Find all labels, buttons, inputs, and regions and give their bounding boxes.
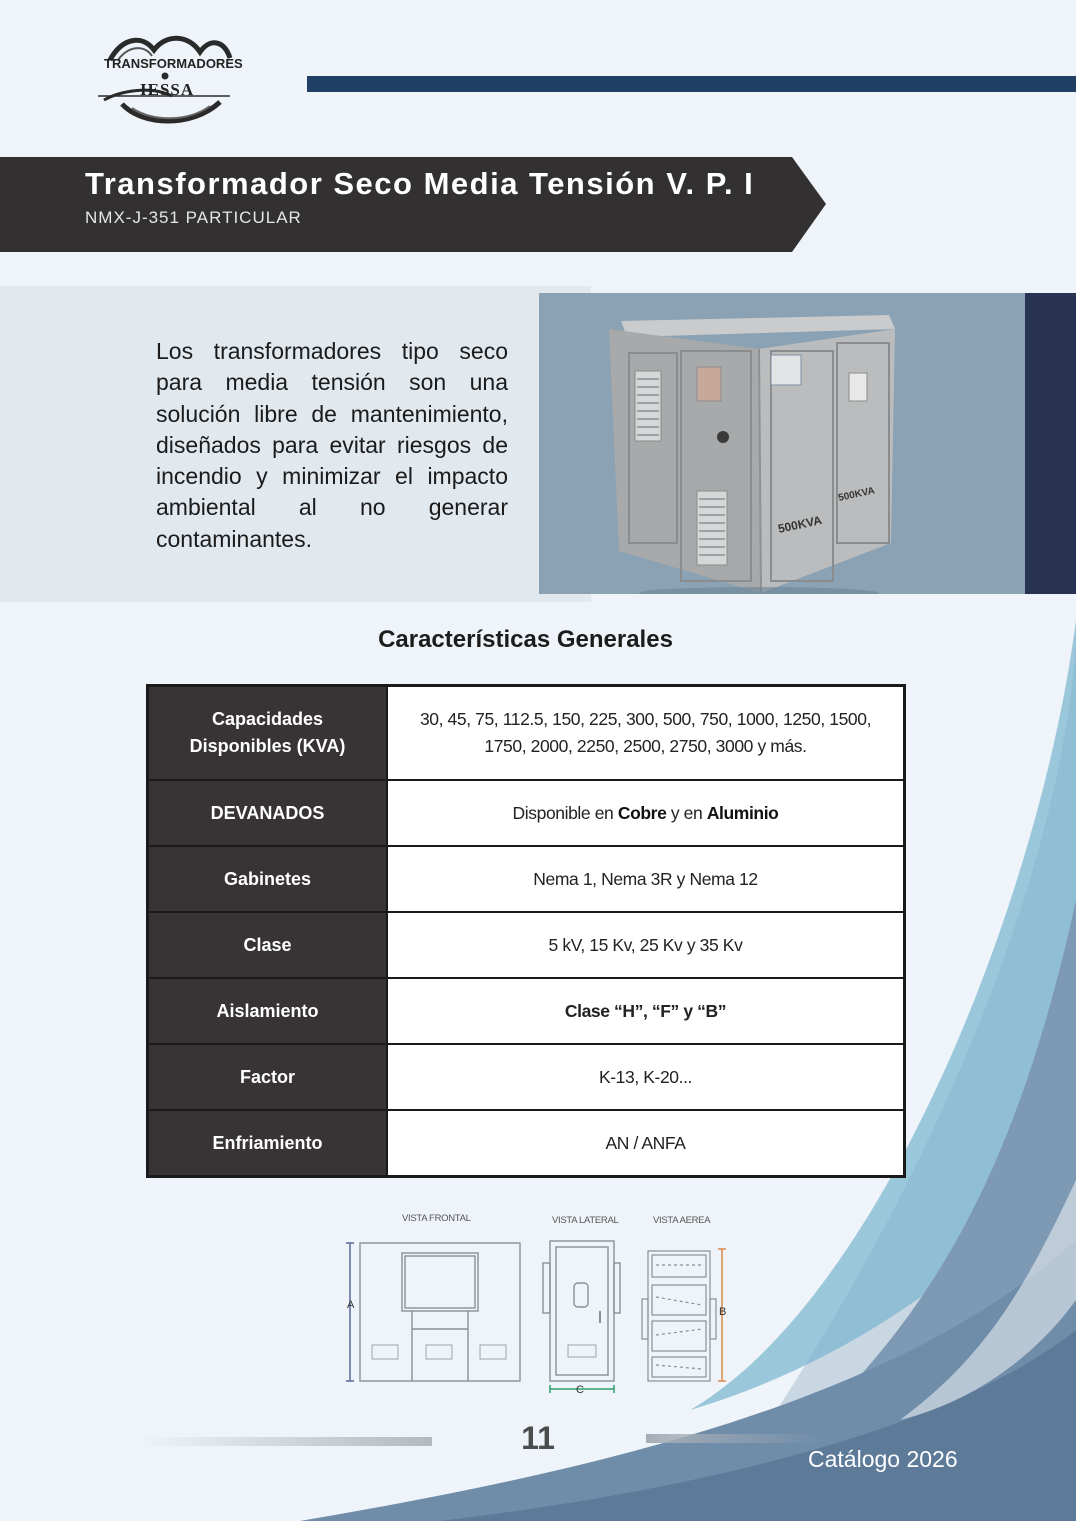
- spec-value: AN / ANFA: [387, 1110, 905, 1177]
- dimension-b-label: B: [719, 1306, 727, 1318]
- section-title: Características Generales: [378, 626, 673, 653]
- table-row: [148, 1044, 905, 1110]
- spec-value: [387, 780, 905, 846]
- table-row: [148, 912, 905, 978]
- page-subtitle: NMX-J-351 PARTICULAR: [85, 208, 302, 227]
- photo-side-bar: [1025, 293, 1076, 594]
- spec-label: Clase: [148, 912, 388, 978]
- spec-table: [146, 684, 906, 1178]
- table-row: [148, 978, 905, 1044]
- spec-value-aluminum: Aluminio: [706, 802, 779, 823]
- dimension-c-label: C: [576, 1384, 584, 1396]
- page-title: Transformador Seco Media Tensión V. P. I: [85, 166, 755, 201]
- technical-drawings: [340, 1205, 740, 1400]
- catalog-label: Catálogo 2026: [808, 1446, 958, 1472]
- cabinet-marking-front: 500KVA: [776, 512, 824, 536]
- top-view-label: VISTA AEREA: [653, 1215, 711, 1226]
- intro-paragraph: Los transformadores tipo seco para media tensión son una solución libre de mantenimiento, diseñados para evitar riesgos de incendio y minimizar el impacto ambiental al no generar contaminantes.: [156, 338, 508, 552]
- header-accent-bar: [307, 76, 1076, 92]
- table-row: [148, 780, 905, 846]
- table-row: [148, 686, 905, 781]
- footer-divider-right: [646, 1434, 826, 1443]
- cabinet-marking-side: 500KVA: [837, 485, 876, 504]
- spec-label: Factor: [148, 1044, 388, 1110]
- spec-label: Enfriamiento: [148, 1110, 388, 1177]
- spec-label: Gabinetes: [148, 846, 388, 912]
- spec-value: 5 kV, 15 Kv, 25 Kv y 35 Kv: [387, 912, 905, 978]
- spec-label: Capacidades Disponibles (KVA): [148, 686, 388, 781]
- dimension-a-label: A: [347, 1299, 355, 1311]
- spec-value: Clase “H”, “F” y “B”: [387, 978, 905, 1044]
- side-view-label: VISTA LATERAL: [552, 1215, 619, 1226]
- spec-label: DEVANADOS: [148, 780, 388, 846]
- spec-value-copper: Cobre: [617, 802, 667, 823]
- footer-divider-left: [140, 1437, 432, 1446]
- spec-value-mid: y en: [666, 802, 707, 823]
- spec-value: 30, 45, 75, 112.5, 150, 225, 300, 500, 750, 1000, 1250, 1500, 1750, 2000, 2250, 2500, 2750, 3000 y más.: [387, 686, 905, 781]
- top-view-drawing: [642, 1251, 716, 1381]
- product-photo: [539, 293, 1025, 594]
- table-row: [148, 846, 905, 912]
- spec-value: Nema 1, Nema 3R y Nema 12: [387, 846, 905, 912]
- side-view-drawing: [543, 1241, 620, 1381]
- front-view-label: VISTA FRONTAL: [402, 1213, 471, 1224]
- table-row: [148, 1110, 905, 1177]
- page-number: 11: [521, 1420, 555, 1456]
- front-view-drawing: [360, 1243, 520, 1381]
- logo-text-line2: IESSA: [140, 80, 195, 99]
- spec-value: K-13, K-20...: [387, 1044, 905, 1110]
- spec-value-prefix: Disponible en: [512, 802, 618, 823]
- logo-text-line1: TRANSFORMADORES: [104, 56, 243, 71]
- spec-label: Aislamiento: [148, 978, 388, 1044]
- company-logo: [92, 30, 242, 130]
- transformer-cabinet-image: [539, 293, 1025, 594]
